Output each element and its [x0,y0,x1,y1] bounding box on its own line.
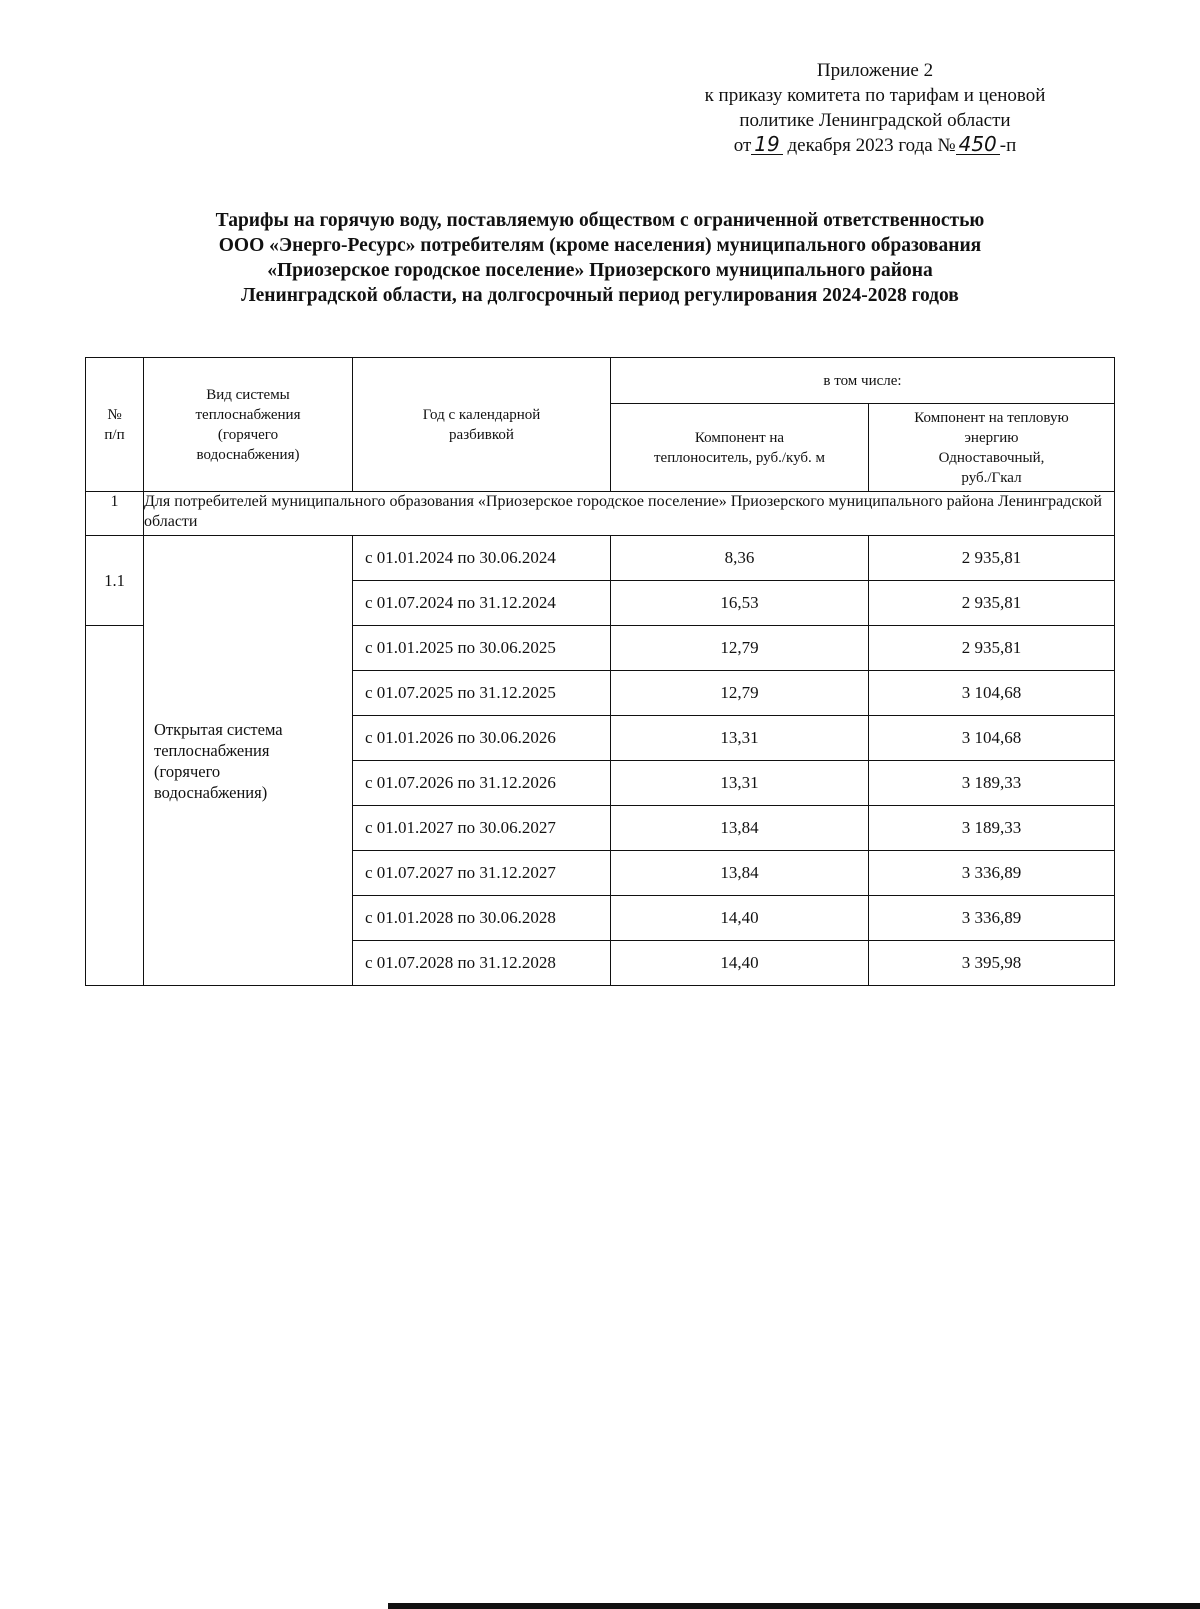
coolant-value: 13,31 [611,716,869,761]
energy-value: 3 189,33 [869,761,1115,806]
system-type-line-1: Открытая система [154,719,283,739]
header-year [353,358,611,492]
title-line-4: Ленинградской области, на долгосрочный период регулирования 2024-2028 годов [241,285,959,306]
header-number-line-1: № [107,406,122,423]
date-middle: декабря 2023 года № [787,135,956,156]
coolant-value: 12,79 [611,626,869,671]
energy-value: 3 189,33 [869,806,1115,851]
system-type-line-2: теплоснабжения [154,740,270,760]
header-system-line-1: Вид системы [206,386,290,403]
handwritten-day: 19 [751,134,782,155]
period-cell: с 01.07.2027 по 31.12.2027 [353,851,611,896]
date-prefix: от [733,135,752,156]
coolant-value: 12,79 [611,671,869,716]
energy-value: 3 104,68 [869,671,1115,716]
document-title [80,208,1120,308]
coolant-value: 13,84 [611,806,869,851]
period-cell: с 01.07.2026 по 31.12.2026 [353,761,611,806]
order-suffix: -п [999,135,1017,156]
handwritten-order-number: 450 [956,134,1000,155]
header-system-line-4: водоснабжения) [196,446,300,463]
subgroup-number: 1.1 [86,536,144,626]
period-cell: с 01.07.2024 по 31.12.2024 [353,581,611,626]
energy-value: 3 395,98 [869,941,1115,986]
header-number-line-2: п/п [104,426,125,443]
system-type-line-4: водоснабжения) [154,782,268,802]
header-energy-line-2: энергию [964,429,1019,446]
group-row [86,492,1115,536]
header-row-1 [86,358,1115,404]
header-system-line-2: теплоснабжения [195,406,301,423]
period-cell: с 01.07.2025 по 31.12.2025 [353,671,611,716]
scan-edge-line [388,1603,1200,1609]
title-line-2: ООО «Энерго-Ресурс» потребителям (кроме населения) муниципального образования [218,235,982,256]
header-including: в том числе: [611,358,1115,404]
title-line-1: Тарифы на горячую воду, поставляемую обществом с ограниченной ответственностью [215,210,985,231]
energy-value: 2 935,81 [869,626,1115,671]
header-energy-line-1: Компонент на тепловую [914,409,1069,426]
coolant-value: 14,40 [611,941,869,986]
table-row [86,536,1115,581]
header-number [86,358,144,492]
period-cell: с 01.01.2028 по 30.06.2028 [353,896,611,941]
period-cell: с 01.01.2025 по 30.06.2025 [353,626,611,671]
system-type-cell [144,536,353,986]
group-number: 1 [86,492,144,536]
period-cell: с 01.01.2027 по 30.06.2027 [353,806,611,851]
header-energy-line-4: руб./Гкал [961,469,1022,486]
appendix-title: Приложение 2 [816,60,934,81]
energy-value: 3 336,89 [869,896,1115,941]
system-type-line-3: (горячего [154,761,221,781]
energy-value: 2 935,81 [869,581,1115,626]
coolant-value: 13,84 [611,851,869,896]
appendix-header [640,58,1110,158]
header-year-line-1: Год с календарной [422,406,541,423]
tariffs-table [85,357,1115,986]
header-energy-component [869,404,1115,492]
subgroup-number-continuation [86,626,144,986]
energy-value: 3 336,89 [869,851,1115,896]
group-label: Для потребителей муниципального образования «Приозерское городское поселение» Приозерского муниципального района Ленинградской области [144,492,1115,536]
energy-value: 2 935,81 [869,536,1115,581]
header-energy-line-3: Одноставочный, [938,449,1045,466]
coolant-value: 14,40 [611,896,869,941]
period-cell: с 01.01.2024 по 30.06.2024 [353,536,611,581]
appendix-order-ref: к приказу комитета по тарифам и ценовой [704,85,1046,106]
header-year-line-2: разбивкой [449,426,514,443]
period-cell: с 01.07.2028 по 31.12.2028 [353,941,611,986]
coolant-value: 13,31 [611,761,869,806]
appendix-date-line [640,133,1110,158]
header-coolant-component [611,404,869,492]
appendix-committee: политике Ленинградской области [739,110,1011,131]
header-system-type [144,358,353,492]
coolant-value: 16,53 [611,581,869,626]
header-coolant-line-1: Компонент на [694,429,785,446]
title-line-3: «Приозерское городское поселение» Приозерского муниципального района [267,260,933,281]
header-system-line-3: (горячего [217,426,279,443]
energy-value: 3 104,68 [869,716,1115,761]
header-coolant-line-2: теплоноситель, руб./куб. м [653,449,825,466]
coolant-value: 8,36 [611,536,869,581]
period-cell: с 01.01.2026 по 30.06.2026 [353,716,611,761]
